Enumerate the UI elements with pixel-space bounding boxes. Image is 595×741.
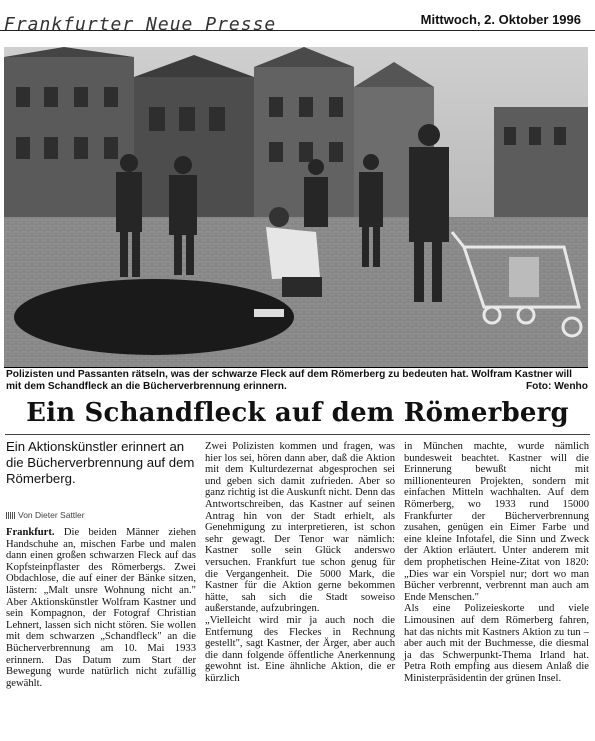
photo-illustration (4, 47, 588, 367)
byline-text: Von Dieter Sattler (18, 510, 85, 520)
caption-text: Polizisten und Passanten rätseln, was der schwarze Fleck auf dem Römerberg zu bedeuten hat. Wolfram Kastner will mit dem Schandfleck an die Bücherverbrennung erinnern. (6, 369, 572, 392)
issue-date: Mittwoch, 2. Oktober 1996 (420, 12, 581, 27)
article-column-1 (6, 527, 196, 689)
article-headline: Ein Schandfleck auf dem Römerberg (26, 398, 569, 428)
dateline: Frankfurt. (6, 527, 55, 538)
top-rule (0, 30, 595, 31)
article-column-3 (404, 441, 589, 684)
handwritten-source-note: Frankfurter Neue Presse (4, 14, 277, 35)
article-subhead: Ein Aktionskünstler erinnert an die Bücherverbrennung auf dem Römerberg. (6, 439, 195, 486)
headline-rule (5, 434, 590, 435)
column-1-text: Die beiden Männer ziehen Handschuhe an, mischen Farbe und malen dann einen großen schwarzen Fleck auf das Kopfsteinpflaster des Römerbergs. Zwei Obdachlose, die auf einer der Bänke sitzen, lästern: „Malt unsre Wohnung nicht an." Aber Aktionskünstler Wolfram Kastner und sein Kompagnon, der Fotograf Christian Lehnert, lassen sich nicht stören. Sie wollen mit dem schwarzen „Schandfleck" an die Bücherverbrennung am 10. Mai 1933 erinnern. Das Datum zum Start der Bewegung wurde natürlich nicht zufällig gewählt. (6, 527, 196, 689)
byline-marker-icon (6, 512, 15, 519)
news-photo (4, 47, 588, 368)
photo-credit: Foto: Wenho (525, 380, 588, 392)
column-3-text: in München machte, wurde nämlich bundesweit beachtet. Kastner will die Erinnerung bewußt nicht mit millionenteuren Projekten, sondern mit einfachen Mitteln wachhalten. Auf dem Römerberg, wo 1933 rund 15000 Frankfurter der Bücherverbrennung zusahen, genügen ein Eimer Farbe und eine kleine Infotafel, die Sinn und Zweck der Aktion erläutert. Unter anderem mit dem prophetischen Heine-Zitat von 1820: „Dies war ein Vorspiel nur; dort wo man Bücher verbrennt, verbrennt man auch am Ende Menschen." Als eine Polizeieskorte und viele Limousinen auf dem Römerberg fahren, hat das nichts mit Kastners Aktion zu tun – aber auch mit der Buchmesse, die diesmal ja das Schwerpunkt-Thema Irland hat. Petra Roth empfing aus diesem Anlaß die Ministerpräsidentin der grünen Insel. (404, 441, 589, 684)
byline (6, 510, 85, 520)
photo-caption (6, 369, 588, 392)
article-column-2 (205, 441, 395, 684)
column-2-text: Zwei Polizisten kommen und fragen, was hier los sei, hören dann aber, daß die Aktion mit dem Kulturdezernat abgesprochen sei und geben sich damit zufrieden. Aber so ganz richtig ist die Auskunft nicht. Denn das Antwortschreiben, das Kastner auf seinen Antrag hin von der Stadt erhielt, als Genehmigung zu interpretieren, ist schon sehr gewagt. Der Tenor war nämlich: Kastner solle sein Glück anderswo versuchen. Frankfurt tue schon genug für die Vergangenheit. Die 5000 Mark, die Kastner für die Aktion gerne bekommen hätte, sah sich die Stadt soweiso außerstande, aufzubringen. „Vielleicht wird mir ja auch noch die Entfernung des Fleckes in Rechnung gestellt", sagt Kastner, der Ärger, aber auch die dann folgende öffentliche Anerkennung gewohnt ist. Eine ähnliche Aktion, die er kürzlich (205, 441, 395, 684)
